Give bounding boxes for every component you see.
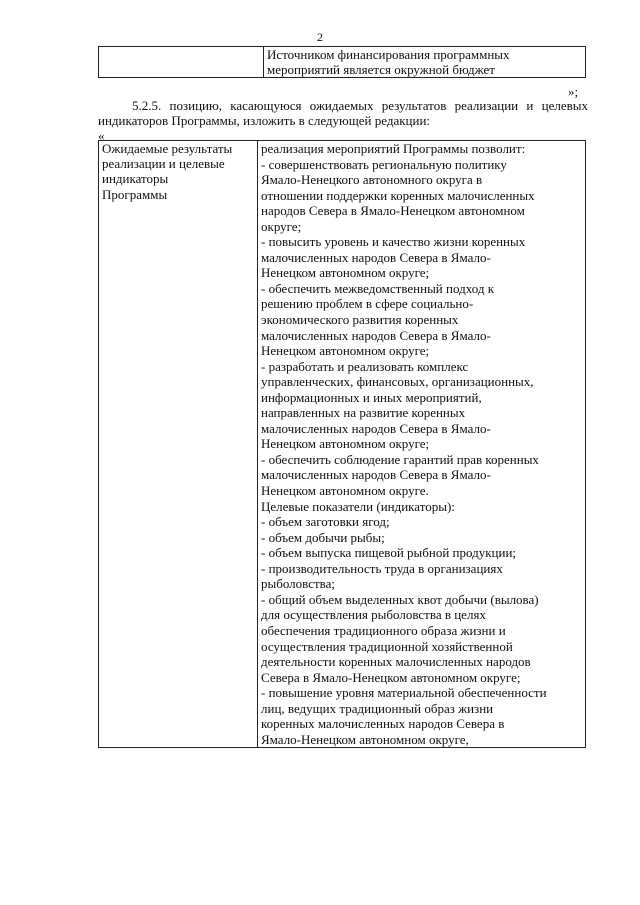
label-line: Программы <box>102 186 168 202</box>
content-line: Целевые показатели (индикаторы): <box>261 498 455 514</box>
page-number: 2 <box>317 30 323 44</box>
financing-line: мероприятий является окружной бюджет <box>267 62 495 78</box>
financing-table-text-cell <box>264 47 586 78</box>
content-line: малочисленных народов Севера в Ямало- <box>261 327 491 343</box>
content-line: коренных малочисленных народов Севера в <box>261 716 505 732</box>
content-line: - обеспечить межведомственный подход к <box>261 280 495 296</box>
content-line: решению проблем в сфере социально- <box>261 296 474 312</box>
content-line: направленных на развитие коренных <box>261 405 466 421</box>
content-line: - производительность труда в организациях <box>261 560 503 576</box>
content-line: реализация мероприятий Программы позволит: <box>261 141 526 156</box>
amendment-paragraph <box>98 98 588 128</box>
label-line: индикаторы <box>102 171 169 187</box>
content-line: округе; <box>261 218 302 234</box>
content-line: - объем заготовки ягод; <box>261 514 390 530</box>
financing-table <box>98 46 586 78</box>
content-line: - повысить уровень и качество жизни коренных <box>261 234 526 250</box>
content-line: - объем выпуска пищевой рыбной продукции; <box>261 545 517 561</box>
content-line: для осуществления рыболовства в целях <box>261 607 486 623</box>
content-line: Ненецком автономном округе; <box>261 436 430 452</box>
content-line: малочисленных народов Севера в Ямало- <box>261 420 491 436</box>
content-line: - разработать и реализовать комплекс <box>261 358 469 374</box>
label-line: реализации и целевые <box>102 156 225 172</box>
content-line: лиц, ведущих традиционный образ жизни <box>261 700 494 716</box>
content-line: управленческих, финансовых, организационных, <box>261 374 534 390</box>
label-line: Ожидаемые результаты <box>102 141 233 156</box>
content-line: Ненецком автономном округе. <box>261 483 429 499</box>
expected-results-label-cell <box>99 141 258 748</box>
opening-quote: « <box>98 128 105 143</box>
content-line: информационных и иных мероприятий, <box>261 389 482 405</box>
content-line: народов Севера в Ямало-Ненецком автономном <box>261 203 525 219</box>
content-line: - совершенствовать региональную политику <box>261 156 507 172</box>
financing-table-empty-cell <box>99 47 264 78</box>
content-line: - объем добычи рыбы; <box>261 529 385 545</box>
content-line: деятельности коренных малочисленных народов <box>261 654 531 670</box>
expected-results-table <box>98 140 586 748</box>
content-line: Ямало-Ненецкого автономного округа в <box>261 172 483 188</box>
content-line: осуществления традиционной хозяйственной <box>261 638 513 654</box>
content-line: Ненецком автономном округе; <box>261 265 430 281</box>
content-line: Ямало-Ненецком автономном округе, <box>261 731 469 747</box>
content-line: малочисленных народов Севера в Ямало- <box>261 467 491 483</box>
content-line: экономического развития коренных <box>261 312 459 328</box>
content-line: рыболовства; <box>261 576 336 592</box>
content-line: отношении поддержки коренных малочисленных <box>261 187 535 203</box>
content-line: - общий объем выделенных квот добычи (вылова) <box>261 591 539 607</box>
content-line: обеспечения традиционного образа жизни и <box>261 622 506 638</box>
content-line: Ненецком автономном округе; <box>261 343 430 359</box>
content-line: малочисленных народов Севера в Ямало- <box>261 249 491 265</box>
closing-quote: »; <box>568 84 579 99</box>
content-line: - обеспечить соблюдение гарантий прав коренных <box>261 451 539 467</box>
content-line: - повышение уровня материальной обеспеченности <box>261 685 547 701</box>
expected-results-content-cell <box>258 141 586 748</box>
financing-line: Источником финансирования программных <box>267 47 510 62</box>
content-line: Севера в Ямало-Ненецком автономном округе; <box>261 669 521 685</box>
amendment-paragraph-text: 5.2.5. позицию, касающуюся ожидаемых результатов реализации и целевых индикаторов Программы, изложить в следующей редакции: <box>98 98 588 128</box>
